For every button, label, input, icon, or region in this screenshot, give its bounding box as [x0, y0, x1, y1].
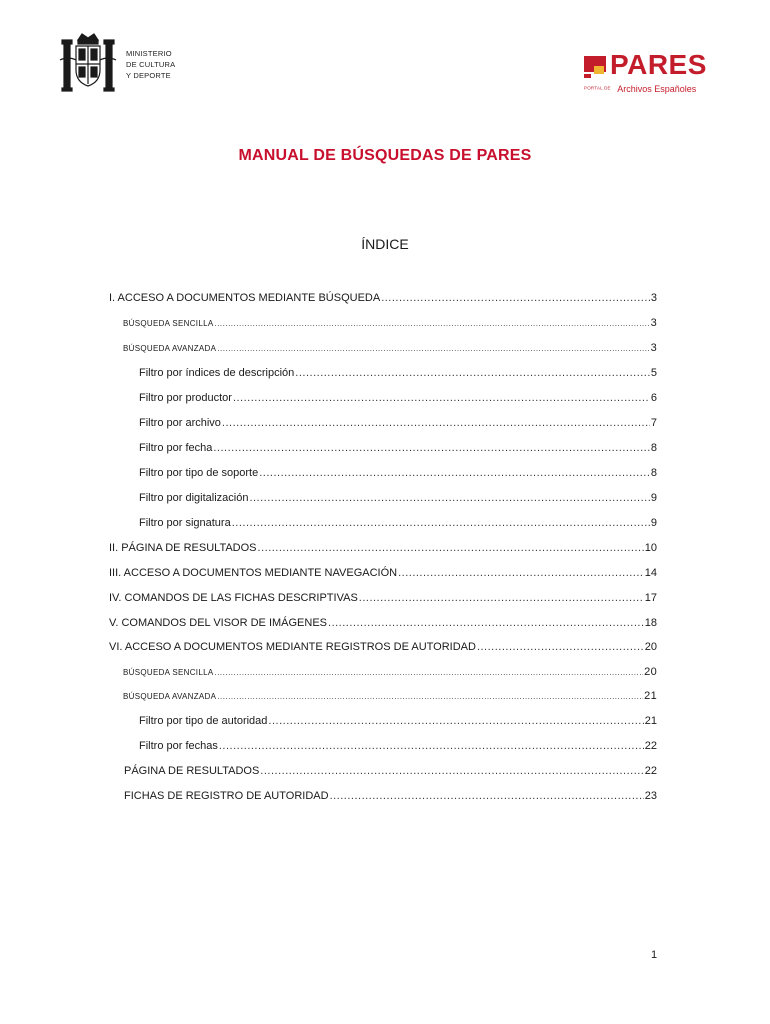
toc-dot-leader — [232, 515, 650, 531]
pares-mark-icon — [584, 56, 608, 78]
toc-entry-label: Filtro por fechas — [139, 740, 218, 752]
toc-entry-label: II. PÁGINA DE RESULTADOS — [109, 542, 257, 554]
toc-entry-label: Filtro por productor — [139, 392, 232, 404]
toc-dot-leader — [268, 713, 643, 729]
toc-entry[interactable] — [0, 664, 770, 682]
toc-dot-leader — [295, 365, 650, 381]
toc-entry[interactable] — [0, 565, 770, 583]
toc-dot-leader — [398, 565, 644, 581]
toc-entry[interactable] — [0, 490, 770, 508]
toc-entry[interactable] — [0, 315, 770, 333]
toc-entry-page: 21 — [644, 690, 657, 702]
pares-tagline-small: PORTAL DE — [584, 85, 611, 91]
ministry-line: MINISTERIO — [126, 49, 172, 58]
toc-entry-label: BÚSQUEDA SENCILLA — [123, 319, 214, 328]
toc-entry-page: 7 — [650, 417, 657, 429]
ministry-name — [126, 48, 175, 81]
ministry-logo — [58, 30, 175, 94]
toc-entry[interactable] — [0, 590, 770, 608]
toc-dot-leader — [217, 341, 649, 357]
toc-entry-label: Filtro por digitalización — [139, 492, 249, 504]
ministry-line: DE CULTURA — [126, 60, 176, 69]
toc-entry-page: 3 — [650, 317, 657, 329]
toc-dot-leader — [214, 316, 649, 332]
toc-entry-label: FICHAS DE REGISTRO DE AUTORIDAD — [124, 790, 329, 802]
pares-logo — [584, 49, 707, 94]
toc-entry-page: 14 — [644, 567, 657, 579]
toc-entry[interactable] — [0, 688, 770, 706]
toc-entry[interactable] — [0, 515, 770, 533]
toc-entry[interactable] — [0, 639, 770, 657]
toc-entry-page: 10 — [644, 542, 657, 554]
toc-entry-label: I. ACCESO A DOCUMENTOS MEDIANTE BÚSQUEDA — [109, 292, 381, 304]
toc-entry-label: BÚSQUEDA SENCILLA — [123, 668, 214, 677]
toc-entry-page: 23 — [644, 790, 657, 802]
toc-entry-label: III. ACCESO A DOCUMENTOS MEDIANTE NAVEGACIÓN — [109, 567, 398, 579]
toc-entry[interactable] — [0, 615, 770, 633]
toc-entry-page: 8 — [650, 442, 657, 454]
toc-entry-page: 9 — [650, 492, 657, 504]
toc-entry[interactable] — [0, 365, 770, 383]
coat-of-arms-icon — [58, 30, 118, 94]
toc-entry[interactable] — [0, 440, 770, 458]
toc-dot-leader — [328, 615, 644, 631]
toc-entry[interactable] — [0, 713, 770, 731]
toc-dot-leader — [217, 689, 643, 705]
toc-dot-leader — [260, 763, 643, 779]
ministry-line: Y DEPORTE — [126, 71, 171, 80]
toc-entry-label: BÚSQUEDA AVANZADA — [123, 344, 217, 353]
toc-entry-label: Filtro por fecha — [139, 442, 213, 454]
toc-entry-label: Filtro por tipo de autoridad — [139, 715, 268, 727]
toc-entry[interactable] — [0, 763, 770, 781]
toc-entry[interactable] — [0, 290, 770, 308]
toc-dot-leader — [214, 665, 643, 681]
toc-entry[interactable] — [0, 340, 770, 358]
toc-dot-leader — [259, 465, 650, 481]
toc-entry-label: Filtro por índices de descripción — [139, 367, 295, 379]
toc-entry-page: 9 — [650, 517, 657, 529]
toc-entry[interactable] — [0, 540, 770, 558]
toc-entry[interactable] — [0, 788, 770, 806]
pares-tagline-big: Archivos Españoles — [617, 84, 697, 94]
toc-entry-label: V. COMANDOS DEL VISOR DE IMÁGENES — [109, 617, 328, 629]
pares-tagline — [584, 79, 696, 97]
toc-entry-page: 3 — [650, 292, 657, 304]
toc-dot-leader — [249, 490, 649, 506]
toc-entry[interactable] — [0, 415, 770, 433]
toc-entry-label: VI. ACCESO A DOCUMENTOS MEDIANTE REGISTROS DE AUTORIDAD — [109, 641, 476, 653]
toc-entry-page: 20 — [644, 641, 657, 653]
toc-entry-page: 20 — [644, 666, 657, 678]
toc-entry-page: 17 — [644, 592, 657, 604]
toc-dot-leader — [219, 738, 644, 754]
toc-entry-page: 8 — [650, 467, 657, 479]
toc-entry-label: Filtro por archivo — [139, 417, 221, 429]
toc-entry-page: 3 — [650, 342, 657, 354]
toc-entry-label: Filtro por tipo de soporte — [139, 467, 259, 479]
toc-dot-leader — [213, 440, 650, 456]
toc-heading: ÍNDICE — [361, 236, 409, 252]
toc-entry-page: 22 — [644, 765, 657, 777]
toc-entry-label: PÁGINA DE RESULTADOS — [124, 765, 260, 777]
toc-dot-leader — [330, 788, 644, 804]
toc-entry-page: 18 — [644, 617, 657, 629]
toc-entry-label: BÚSQUEDA AVANZADA — [123, 692, 217, 701]
toc-entry-page: 6 — [650, 392, 657, 404]
toc-dot-leader — [381, 290, 650, 306]
toc-dot-leader — [359, 590, 644, 606]
toc-entry[interactable] — [0, 465, 770, 483]
toc-entry-label: IV. COMANDOS DE LAS FICHAS DESCRIPTIVAS — [109, 592, 358, 604]
toc-dot-leader — [258, 540, 644, 556]
toc-dot-leader — [233, 390, 650, 406]
toc-entry[interactable] — [0, 738, 770, 756]
toc-entry-label: Filtro por signatura — [139, 517, 231, 529]
toc-dot-leader — [477, 639, 644, 655]
toc-dot-leader — [222, 415, 650, 431]
page-number: 1 — [651, 949, 658, 961]
toc-entry[interactable] — [0, 390, 770, 408]
toc-entry-page: 22 — [644, 740, 657, 752]
pares-wordmark: PARES — [610, 49, 707, 80]
toc-entry-page: 5 — [650, 367, 657, 379]
document-title: MANUAL DE BÚSQUEDAS DE PARES — [238, 147, 532, 164]
toc-entry-page: 21 — [644, 715, 657, 727]
